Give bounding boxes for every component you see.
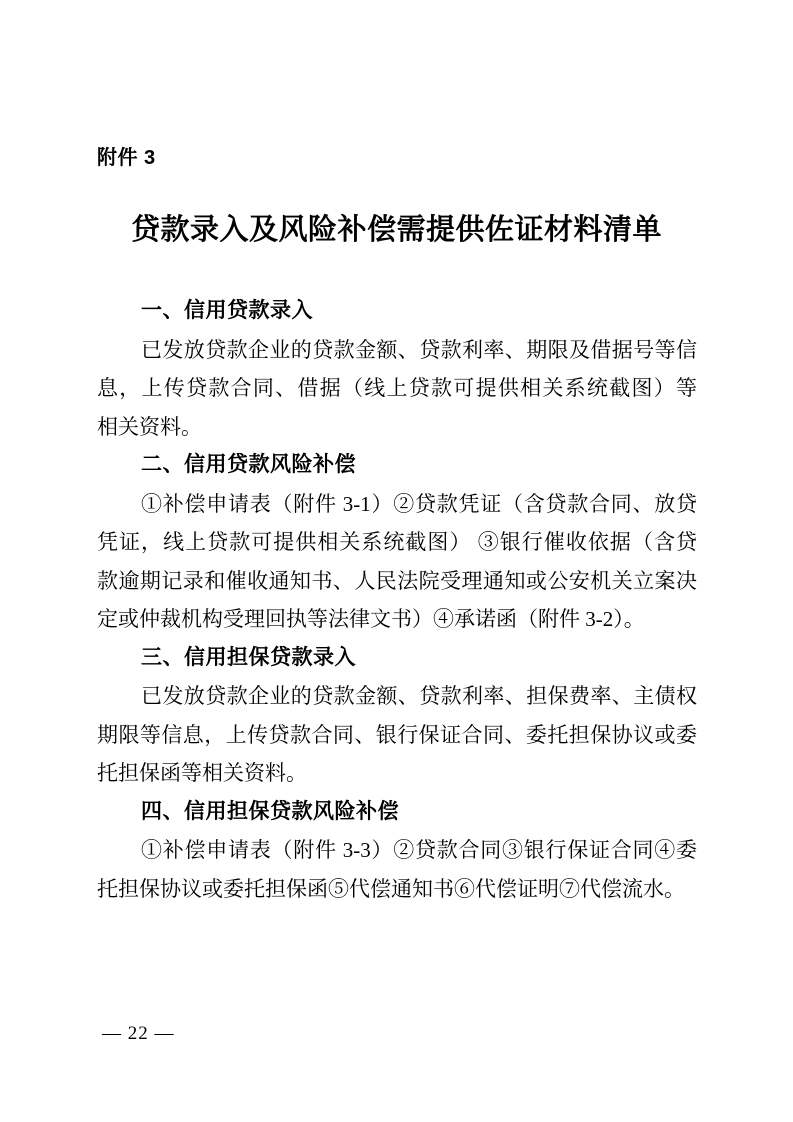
body-line: ①补偿申请表（附件 3-3）②贷款合同③银行保证合同④委 <box>141 838 697 862</box>
attachment-label: 附件 3 <box>97 147 156 169</box>
body-line: ①补偿申请表（附件 3-1）②贷款凭证（含贷款合同、放贷 <box>141 491 697 516</box>
body-line: 定或仲裁机构受理回执等法律文书）④承诺函（附件 3-2）。 <box>97 607 645 631</box>
section-heading: 四、信用担保贷款风险补偿 <box>141 799 399 823</box>
section-heading: 二、信用贷款风险补偿 <box>141 453 356 476</box>
section-credit-loan-risk-compensation <box>97 446 697 639</box>
document-title: 贷款录入及风险补偿需提供佐证材料清单 <box>130 214 662 246</box>
body-line: 息，上传贷款合同、借据（线上贷款可提供相关系统截图）等 <box>97 376 697 400</box>
body-line: 相关资料。 <box>97 414 202 439</box>
section-heading: 三、信用担保贷款录入 <box>141 645 356 669</box>
body-line: 凭证，线上贷款可提供相关系统截图） ③银行催收依据（含贷 <box>97 530 697 554</box>
section-heading: 一、信用贷款录入 <box>141 299 313 322</box>
section-credit-loan-entry <box>97 292 697 446</box>
body-line: 款逾期记录和催收通知书、人民法院受理通知或公安机关立案决 <box>97 568 697 593</box>
body-line: 托担保函等相关资料。 <box>97 761 307 785</box>
body-line: 已发放贷款企业的贷款金额、贷款利率、担保费率、主债权 <box>141 684 697 708</box>
body-line: 托担保协议或委托担保函⑤代偿通知书⑥代偿证明⑦代偿流水。 <box>97 876 685 901</box>
section-guaranteed-loan-entry <box>97 639 697 793</box>
page-number: — 22 — <box>102 1023 175 1044</box>
body-line: 期限等信息，上传贷款合同、银行保证合同、委托担保协议或委 <box>97 722 697 747</box>
body-line: 已发放贷款企业的贷款金额、贷款利率、期限及借据号等信 <box>141 337 697 362</box>
document-body <box>97 292 697 908</box>
section-guaranteed-loan-risk-compensation <box>97 793 697 909</box>
